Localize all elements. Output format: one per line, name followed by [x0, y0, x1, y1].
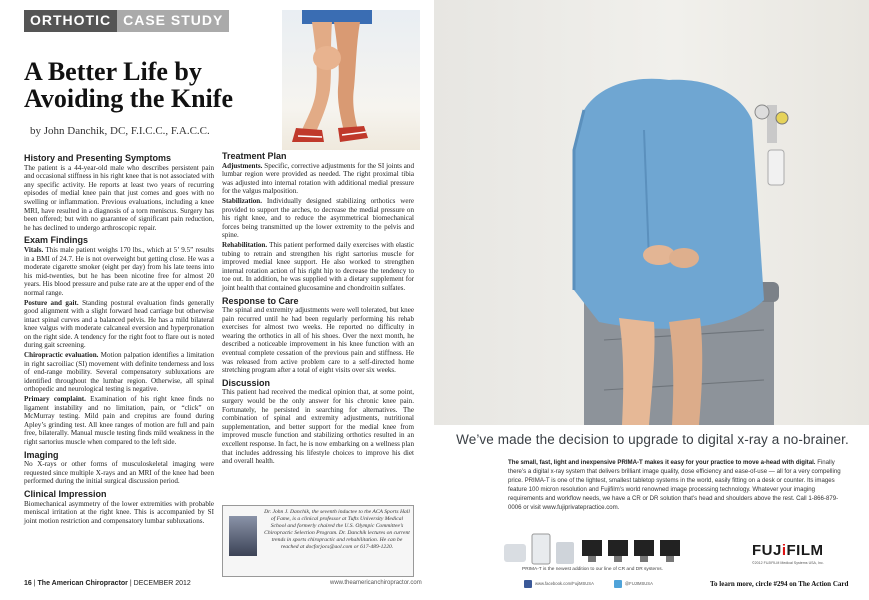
heading-history: History and Presenting Symptoms [24, 153, 172, 163]
product-lineup [504, 530, 684, 570]
heading-response: Response to Care [222, 295, 299, 306]
paragraph-adjustments: Adjustments. Specific, corrective adjustments for the SI joints and lumbar region were provided as needed. The right proximal tibia was adjusted into internal rotation with additional medial pressure for the valgus malposition. [222, 161, 414, 196]
paragraph-imaging: No X-rays or other forms of musculoskeletal imaging were requested since multiple X-rays and an MRI of the knee had been performed during the initial surgical discussion period. [24, 460, 214, 486]
heading-discussion: Discussion [222, 377, 271, 388]
paragraph-posture: Posture and gait. Standing postural evaluation finds generally good alignment with a slight forward head carriage but otherwise intact spinal curves and a balanced pelvis. He has a mild bilateral knee valgus with moderate calcaneal eversion and hyperpronation on the right side. A tendency for the right foot to flare out is noted during gait screening. [24, 298, 214, 350]
fujifilm-logo: FUJiFILM [752, 542, 824, 559]
facebook-link[interactable]: www.facebook.com/FujiMSUSA [524, 580, 594, 588]
twitter-link[interactable]: @FUJIMSUSA [614, 580, 653, 588]
section-tag-orthotic: ORTHOTIC [24, 10, 117, 32]
ad-headline: We’ve made the decision to upgrade to digital x-ray a no-brainer. [456, 432, 849, 447]
knee-photo [282, 10, 420, 150]
byline: by John Danchik, DC, F.I.C.C., F.A.C.C. [30, 125, 210, 137]
paragraph-vitals: Vitals. This male patient weighs 170 lbs., which at 5’ 9.5” results in a BMI of 24.7. He is not overweight but getting close. He was a moderate cigarette smoker (eight per day) from his late teens into his mid-twenties, but he has been nicotine free for almost 20 years. His blood pressure and pulse rate are at the upper end of the normal range. [24, 245, 214, 297]
product-images [504, 530, 684, 570]
article-title: A Better Life by Avoiding the Knife [24, 57, 233, 113]
paragraph-primary: Primary complaint. Examination of his right knee finds no ligament instability and no limitation, pain, or “click” on McMurray testing. Mild pain and crepitus are found during Apley’s grinding test. All knee ranges of motion are full and pain free, bilaterally. Manual muscle testing finds mild weakness in the right sartorius muscle when compared to the left side. [24, 395, 214, 446]
page-number: 16 [24, 580, 32, 587]
section-tag-case-study: CASE STUDY [117, 10, 229, 32]
paragraph-history: The patient is a 44-year-old male who describes persistent pain and occasional stiffness in his right knee that is not associated with any specific activity. He reports at least two years of recurring episodes of medial knee pain that just comes and goes with no swelling or inflammation. Previous evaluations, including a knee MRI, have resulted in a diagnosis of a torn meniscus. Surgery has been offered; but with no guarantee of significant pain reduction, he has declined to undergo arthroscopic repair. [24, 163, 214, 232]
paragraph-discussion: This patient had received the medical opinion that, at some point, surgery would be the only answer for his chronic knee pain. Fortunately, he persisted in searching for alternatives. The combination of spinal and extremity adjustments, nutritional supplementation, and better support for the medial knee from improved muscle function and stabilizing orthotics resulted in an excellent response. In fact, he is now embarking on a wellness plan that includes addressing his lifestyle choices to improve his diet and overall health. [222, 388, 414, 466]
leg-illustration [282, 10, 420, 150]
twitter-icon [614, 580, 622, 588]
article-column-1 [24, 150, 214, 526]
article-column-2 [222, 148, 414, 467]
ad-photo [434, 0, 869, 425]
paragraph-stabilization: Stabilization. Individually designed stabilizing orthotics were provided to support the arches, to decrease the medial pressure on his right knee, and to reduce the asymmetrical biomechanical forces being transmitted up the lower extremity to the pelvis and spine. [222, 196, 414, 240]
magazine-name: The American Chiropractor [37, 580, 128, 587]
heading-exam: Exam Findings [24, 235, 89, 246]
ad-body [508, 458, 848, 512]
heading-imaging: Imaging [24, 449, 59, 460]
ad-text: Finally there’s a digital x-ray system that delivers brilliant image quality, dose efficiency and ease-of-use — all for a very compelling price. PRIMA-T is one of the lightest, smallest tabletop systems in the world, easily fitting on a desk or counter. Its images feature 100 micron resolution and Fujifilm’s world renowned image processing technology. Whatever your imaging requirements and workflow needs, we have a CR or DR solution that’s head and shoulders above the rest. Call 1-866-879-0006 or visit www.fujiprivatepractice.com. [508, 459, 841, 511]
ad-lead: The small, fast, light and inexpensive PRIMA-T makes it easy for your practice to move a-head with digital. [508, 459, 816, 466]
facebook-icon [524, 580, 532, 588]
social-links [524, 580, 653, 588]
paragraph-response: The spinal and extremity adjustments were well tolerated, but knee pain recurred until he had been regularly performing his rehab exercises for almost two weeks. He reported no difficulty in wearing the orthotics in all of his shoes. Over the next month, he described a noticeable improvement in his knee function with an eventual complete cessation of the previous pain and stiffness. He was released from active problem care to a self-directed home stretching program after a total of eight visits over six weeks. [222, 306, 414, 375]
action-card-note: To learn more, circle #294 on The Action Card [710, 580, 849, 588]
author-photo [229, 516, 257, 556]
magazine-url[interactable]: www.theamericanchiropractor.com [330, 580, 422, 586]
page-footer: 16 | The American Chiropractor | DECEMBER 2012 [24, 580, 191, 587]
section-header [24, 10, 229, 32]
patient-illustration [434, 0, 869, 425]
author-bio-box [222, 505, 414, 577]
paragraph-impression: Biomechanical asymmetry of the lower extremities with probable meniscal irritation at the right knee. This is accompanied by SI joint motion restriction and compensatory lumbar subluxations. [24, 499, 214, 525]
paragraph-chiro: Chiropractic evaluation. Motion palpation identifies a limitation in right sacroiliac (SI) movement with definite tenderness and loss of end-range mobility. Several compensatory subluxations are identified throughout the lumbar region. Otherwise, all spinal orthopedic and neurological testing is negative. [24, 351, 214, 394]
advertisement-page [434, 0, 869, 600]
product-caption: PRIMA-T is the newest addition to our line of CR and DR systems. [522, 567, 663, 572]
copyright-line: ©2012 FUJIFILM Medical Systems USA, Inc. [752, 561, 824, 565]
author-bio: Dr. John J. Danchik, the seventh inductee to the ACA Sports Hall of Fame, is a clinical professor at Tufts University Medical School and formerly chaired the U.S. Olympic Committee’s Chiropractic Selection Program. Dr. Danchik lectures on current trends in sports chiropractic and rehabilitation. He can be reached at docforjocs@aol.com or 617-489-1220. [264, 509, 410, 550]
heading-treatment: Treatment Plan [222, 151, 287, 161]
article-page [0, 0, 434, 600]
paragraph-rehab: Rehabilitation. This patient performed daily exercises with elastic tubing to retrain and strengthen his right sartorius muscle for improved medial knee support. He also worked to strengthen internal rotation action of his right hip to decrease the tendency to toe out. In addition, he was supplied with a dietary supplement for joint health that contained glucosamine and chondroitin sulfates. [222, 240, 414, 292]
heading-impression: Clinical Impression [24, 488, 107, 499]
issue-date: DECEMBER 2012 [133, 580, 191, 587]
